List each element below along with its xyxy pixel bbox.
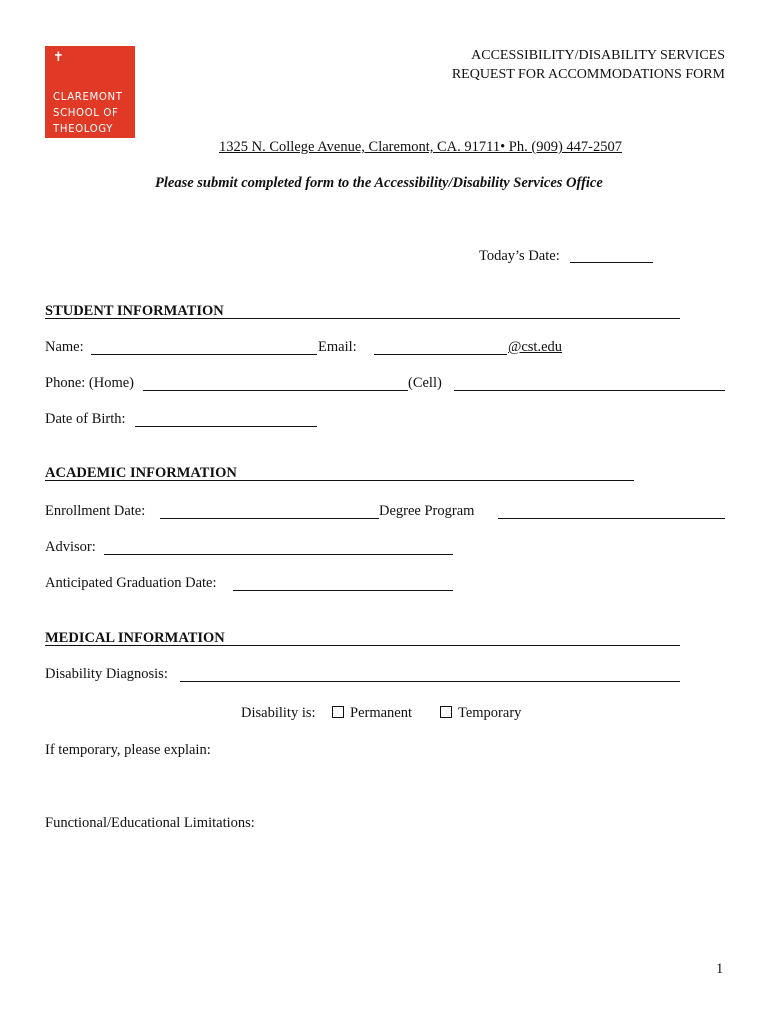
enrollment-date-field[interactable] bbox=[160, 518, 379, 519]
form-header-line-1: ACCESSIBILITY/DISABILITY SERVICES bbox=[471, 48, 725, 63]
degree-program-field[interactable] bbox=[498, 518, 725, 519]
disability-is-label: Disability is: bbox=[241, 705, 316, 721]
student-heading-rule bbox=[45, 318, 680, 319]
email-label: Email: bbox=[318, 339, 357, 355]
medical-section-heading: MEDICAL INFORMATION bbox=[45, 630, 225, 646]
submit-instruction: Please submit completed form to the Accessibility/Disability Services Office bbox=[155, 175, 603, 191]
phone-cell-field[interactable] bbox=[454, 390, 725, 391]
phone-cell-label: (Cell) bbox=[408, 375, 442, 391]
permanent-label: Permanent bbox=[350, 705, 413, 721]
page-number: 1 bbox=[716, 961, 724, 977]
advisor-field[interactable] bbox=[104, 554, 453, 555]
graduation-date-label: Anticipated Graduation Date: bbox=[45, 575, 217, 591]
student-section-heading: STUDENT INFORMATION bbox=[45, 303, 224, 319]
graduation-date-field[interactable] bbox=[233, 590, 453, 591]
logo-line-1: CLAREMONT bbox=[53, 92, 123, 103]
logo-line-2: SCHOOL OF bbox=[53, 108, 119, 119]
degree-program-label: Degree Program bbox=[379, 503, 475, 519]
logo-text bbox=[53, 90, 123, 138]
dob-label: Date of Birth: bbox=[45, 411, 126, 427]
temporary-explain-label: If temporary, please explain: bbox=[45, 742, 211, 758]
form-header-line-2: REQUEST FOR ACCOMMODATIONS FORM bbox=[451, 67, 725, 82]
diagnosis-label: Disability Diagnosis: bbox=[45, 666, 168, 682]
email-field[interactable] bbox=[374, 354, 507, 355]
phone-home-label: Phone: (Home) bbox=[45, 375, 134, 391]
phone-home-field[interactable] bbox=[143, 390, 408, 391]
limitations-label: Functional/Educational Limitations: bbox=[45, 815, 255, 831]
enrollment-date-label: Enrollment Date: bbox=[45, 503, 146, 519]
email-domain: @cst.edu bbox=[508, 339, 563, 355]
medical-heading-rule bbox=[45, 645, 680, 646]
dob-field[interactable] bbox=[135, 426, 317, 427]
name-field[interactable] bbox=[91, 354, 317, 355]
claremont-logo bbox=[45, 46, 135, 138]
temporary-checkbox[interactable] bbox=[440, 706, 452, 718]
academic-section-heading: ACADEMIC INFORMATION bbox=[45, 465, 237, 481]
permanent-option[interactable] bbox=[332, 705, 412, 722]
address-line: 1325 N. College Avenue, Claremont, CA. 91711• Ph. (909) 447-2507 bbox=[219, 139, 622, 155]
diagnosis-field[interactable] bbox=[180, 681, 680, 682]
temporary-option[interactable] bbox=[440, 705, 521, 722]
todays-date-label: Today’s Date: bbox=[479, 248, 560, 264]
advisor-label: Advisor: bbox=[45, 539, 96, 555]
permanent-checkbox[interactable] bbox=[332, 706, 344, 718]
temporary-label: Temporary bbox=[458, 705, 522, 721]
cross-icon: ✝ bbox=[53, 50, 64, 65]
todays-date-field[interactable] bbox=[570, 262, 653, 263]
logo-line-3: THEOLOGY bbox=[53, 124, 114, 135]
academic-heading-rule bbox=[45, 480, 634, 481]
name-label: Name: bbox=[45, 339, 84, 355]
